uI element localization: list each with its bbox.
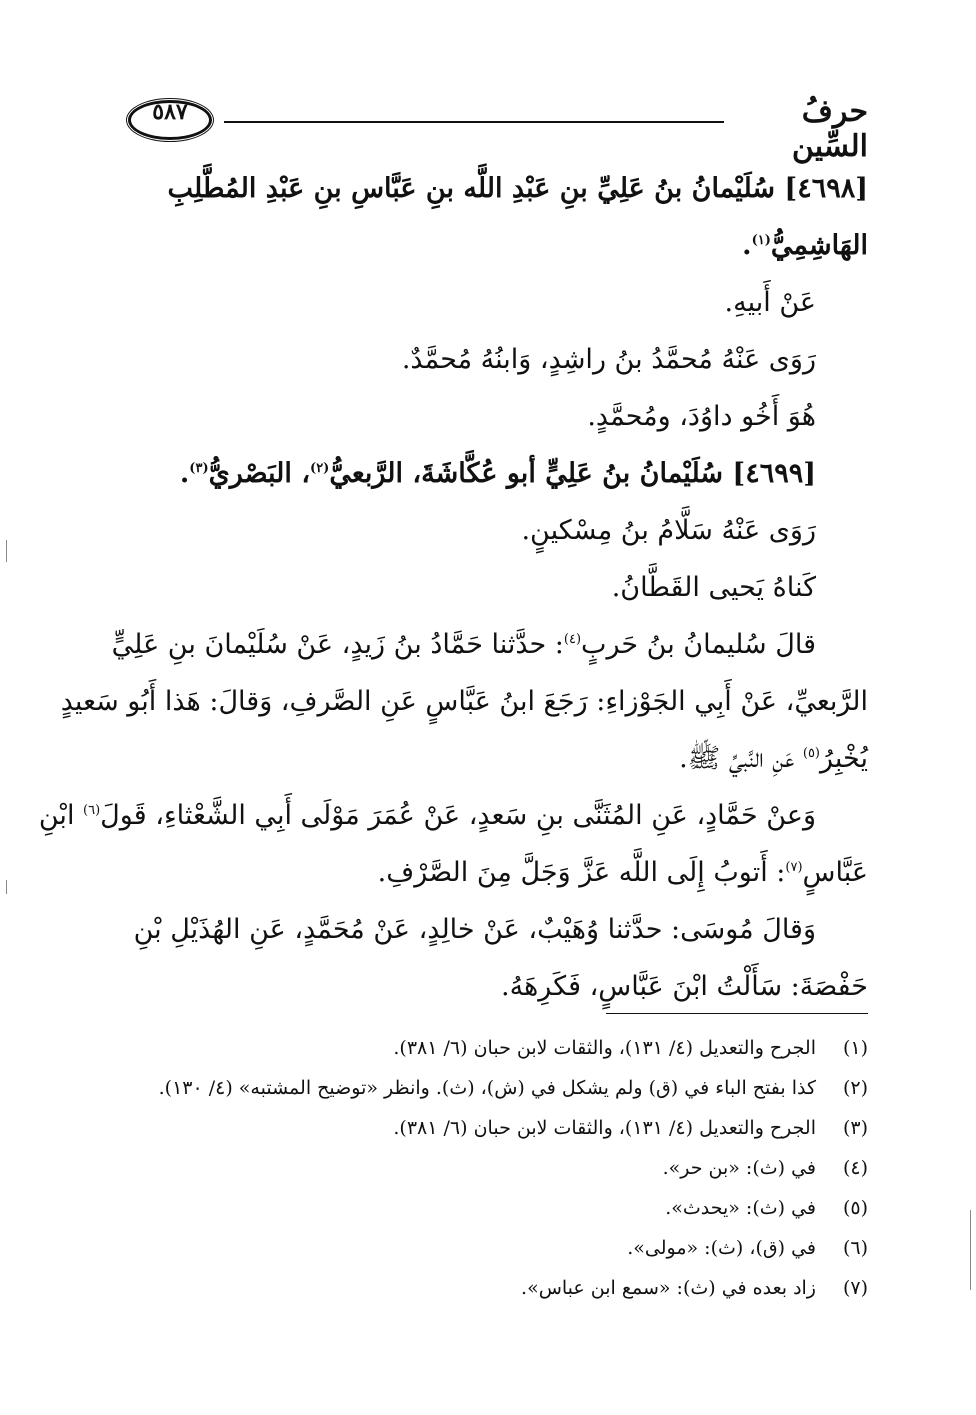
footnotes	[128, 1028, 868, 1308]
entry-4698-end: .	[742, 230, 752, 261]
para-harb-speaker: قالَ سُليمانُ بنُ حَربٍ	[581, 629, 816, 660]
footnote-2	[128, 1068, 868, 1108]
entry-4698-narrators: رَوَى عَنْهُ مُحمَّدُ بنُ راشِدٍ، وَابنُهُ مُحمَّدٌ.	[401, 344, 816, 375]
page-number: ٥٨٧	[152, 99, 188, 125]
entry-4698-heading	[128, 160, 868, 217]
scan-mark-right	[970, 1210, 971, 1290]
footnote-ref-4[interactable]: (٤)	[563, 632, 582, 647]
footnote-number: (٢)	[842, 1077, 868, 1099]
footnote-text: في (ق)، (ث): «مولى».	[627, 1237, 816, 1259]
footnote-ref-7[interactable]: (٧)	[785, 860, 803, 875]
entry-4698-line1: [٤٦٩٨] سُلَيْمانُ بنُ عَلِيِّ بنِ عَبْدِ اللَّه بنِ عَبَّاسِ بنِ عَبْدِ المُطَّلِبِ	[167, 173, 868, 204]
footnote-ref-2[interactable]: (٢)	[310, 461, 330, 476]
entry-4698-from: عَنْ أَبيهِ.	[724, 287, 816, 318]
entry-4699-narrators: رَوَى عَنْهُ سَلَّامُ بنُ مِسْكينٍ.	[521, 515, 816, 546]
footnote-number: (٧)	[842, 1277, 868, 1299]
para-hammad-line2	[128, 844, 868, 901]
entry-4699-nisba: ، البَصْريُّ	[208, 458, 311, 489]
footnote-5	[128, 1188, 868, 1228]
footnote-text: كذا بفتح الباء في (ق) ولم يشكل في (ش)، (ث). وانظر «توضيح المشتبه» (٤/ ١٣٠).	[158, 1077, 816, 1099]
footnote-number: (٥)	[842, 1197, 868, 1219]
para-hammad-line1	[38, 787, 868, 844]
footnote-number: (٤)	[842, 1157, 868, 1179]
para-harb-line2: الرَّبعيِّ، عَنْ أَبِي الجَوْزاءِ: رَجَعَ ابنُ عَبَّاسٍ عَنِ الصَّرفِ، وَقالَ: هَذا أَبُو سَعيدٍ	[60, 686, 868, 717]
entry-4699-heading	[128, 445, 868, 502]
footnote-ref-6[interactable]: (٦)	[83, 803, 101, 818]
para-musa-line1: وَقالَ مُوسَى: حدَّثنا وُهَيْبٌ، عَنْ خالِدٍ، عَنْ مُحَمَّدٍ، عَنِ الهُذَيْلِ بْنِ	[133, 914, 816, 945]
footnote-text: في (ث): «بن حر».	[662, 1157, 816, 1179]
footnote-3	[128, 1108, 868, 1148]
footnote-number: (٦)	[842, 1237, 868, 1259]
entry-4699-end: .	[179, 458, 190, 489]
footnote-1	[128, 1028, 868, 1068]
entry-4698-nisba: الهَاشِمِيُّ	[770, 230, 868, 261]
entry-4698-heading-cont	[128, 217, 868, 274]
entry-4699-kunya: كَناهُ يَحيى القَطَّانُ.	[611, 572, 816, 603]
para-harb-end: عَنِ النَّبيِّ ﷺ.	[679, 743, 803, 774]
footnote-number: (١)	[842, 1037, 868, 1059]
scan-mark-left-2	[6, 880, 7, 894]
footnote-ref-3[interactable]: (٣)	[189, 461, 209, 476]
footnote-text: في (ث): «يحدث».	[665, 1197, 816, 1219]
chapter-title: حرفُ السِّين	[791, 94, 868, 164]
footnote-ref-1[interactable]: (١)	[751, 233, 771, 248]
footnote-4	[128, 1148, 868, 1188]
para-harb-line1	[111, 616, 868, 673]
footnote-text: زاد بعده في (ث): «سمع ابن عباس».	[521, 1277, 816, 1299]
footnote-separator	[606, 1013, 868, 1014]
para-hammad-ibn: ابْنِ	[38, 800, 84, 831]
scan-mark-left	[6, 540, 7, 562]
para-musa-line2: حَفْصَةَ: سَأَلْتُ ابْنَ عَبَّاسٍ، فَكَرِهَهُ.	[501, 971, 868, 1002]
footnote-number: (٣)	[842, 1117, 868, 1139]
para-harb-word: يُخْبِرُ	[820, 743, 868, 774]
main-text	[38, 160, 868, 1015]
footnote-7	[128, 1268, 868, 1308]
para-hammad-abbas: عَبَّاسٍ	[802, 857, 868, 888]
footnote-text: الجرح والتعديل (٤/ ١٣١)، والثقات لابن حبان (٦/ ٣٨١).	[393, 1117, 816, 1139]
footnote-6	[128, 1228, 868, 1268]
entry-4698-brother: هُوَ أَخُو داوُدَ، ومُحمَّدٍ.	[587, 401, 816, 432]
para-hammad-chain: وَعنْ حَمَّادٍ، عَنِ المُثَنَّى بنِ سَعدٍ، عَنْ عُمَرَ مَوْلَى أَبِي الشَّعْثاءِ، قَولَ	[100, 800, 816, 831]
para-harb-chain: : حدَّثنا حَمَّادُ بنُ زَيدٍ، عَنْ سُلَيْمانَ بنِ عَلِيٍّ	[111, 629, 564, 660]
para-hammad-quote: : أَتوبُ إِلَى اللَّه عَزَّ وَجَلَّ مِنَ الصَّرْفِ.	[377, 857, 786, 888]
footnote-text: الجرح والتعديل (٤/ ١٣١)، والثقات لابن حبان (٦/ ٣٨١).	[393, 1037, 816, 1059]
header-rule	[224, 121, 724, 123]
para-harb-line3	[128, 730, 868, 787]
page-header	[128, 92, 868, 164]
entry-4699-name: [٤٦٩٩] سُلَيْمانُ بنُ عَلِيٍّ أبو عُكَّاشَةَ، الرَّبعيُّ	[329, 458, 816, 489]
footnote-ref-5[interactable]: (٥)	[802, 746, 820, 761]
